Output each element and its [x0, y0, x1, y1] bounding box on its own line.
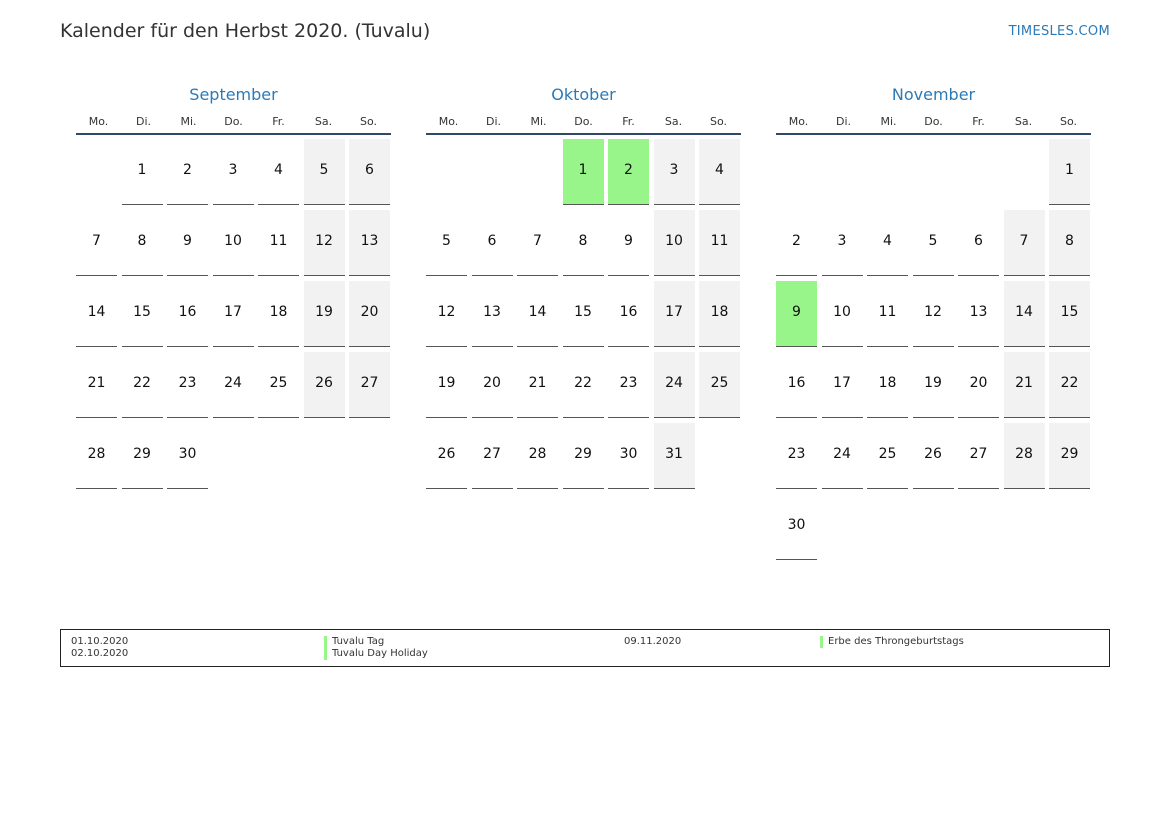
day-cell: 9 — [608, 210, 649, 276]
day-cell: 29 — [1049, 423, 1090, 489]
day-cell: 9 — [167, 210, 208, 276]
weekday-label: Sa. — [314, 115, 333, 128]
day-cell: 18 — [867, 352, 908, 418]
day-cell: 2 — [167, 139, 208, 205]
legend-dates — [624, 636, 681, 648]
day-cell: 27 — [472, 423, 513, 489]
day-cell: 12 — [426, 281, 467, 347]
holiday-date: 01.10.2020 — [71, 636, 129, 647]
legend-names — [324, 636, 428, 660]
weekday-header — [76, 111, 391, 135]
day-cell: 21 — [1004, 352, 1045, 418]
day-cell: 17 — [654, 281, 695, 347]
holiday-name: Tuvalu Tag — [324, 636, 428, 648]
empty-cell — [76, 139, 117, 205]
month-title: September — [189, 85, 278, 104]
weekday-label: Di. — [135, 115, 152, 128]
day-cell: 10 — [213, 210, 254, 276]
weekday-label: Di. — [485, 115, 502, 128]
brand-link[interactable]: TIMESLES.COM — [1008, 24, 1110, 39]
day-cell: 19 — [304, 281, 345, 347]
day-cell: 26 — [426, 423, 467, 489]
days-grid — [776, 139, 1091, 560]
day-cell: 18 — [258, 281, 299, 347]
holiday-day-cell: 1 — [563, 139, 604, 205]
weekday-label: Fr. — [622, 115, 635, 128]
day-cell: 16 — [167, 281, 208, 347]
month-oktober — [426, 84, 741, 489]
day-cell: 8 — [122, 210, 163, 276]
day-cell: 29 — [563, 423, 604, 489]
day-cell: 28 — [1004, 423, 1045, 489]
holiday-name: Tuvalu Day Holiday — [324, 648, 428, 660]
empty-cell — [517, 139, 558, 205]
day-cell: 30 — [608, 423, 649, 489]
day-cell: 16 — [776, 352, 817, 418]
weekday-label: Sa. — [1014, 115, 1033, 128]
day-cell: 26 — [913, 423, 954, 489]
day-cell: 6 — [472, 210, 513, 276]
empty-cell — [822, 139, 863, 205]
day-cell: 12 — [304, 210, 345, 276]
day-cell: 15 — [563, 281, 604, 347]
day-cell: 4 — [867, 210, 908, 276]
holiday-day-cell: 9 — [776, 281, 817, 347]
day-cell: 6 — [349, 139, 390, 205]
day-cell: 2 — [776, 210, 817, 276]
day-cell: 11 — [258, 210, 299, 276]
day-cell: 27 — [958, 423, 999, 489]
day-cell: 5 — [913, 210, 954, 276]
legend-names — [820, 636, 964, 648]
legend-dates — [71, 636, 128, 660]
day-cell: 30 — [167, 423, 208, 489]
day-cell: 14 — [517, 281, 558, 347]
day-cell: 8 — [1049, 210, 1090, 276]
weekday-label: Mo. — [788, 115, 809, 128]
day-cell: 13 — [958, 281, 999, 347]
day-cell: 5 — [304, 139, 345, 205]
day-cell: 10 — [654, 210, 695, 276]
weekday-label: Mi. — [880, 115, 897, 128]
day-cell: 7 — [517, 210, 558, 276]
day-cell: 28 — [76, 423, 117, 489]
weekday-label: So. — [1059, 115, 1077, 128]
day-cell: 4 — [699, 139, 740, 205]
day-cell: 5 — [426, 210, 467, 276]
weekday-label: So. — [359, 115, 377, 128]
empty-cell — [913, 139, 954, 205]
weekday-label: Sa. — [664, 115, 683, 128]
day-cell: 19 — [426, 352, 467, 418]
empty-cell — [958, 139, 999, 205]
day-cell: 1 — [122, 139, 163, 205]
empty-cell — [426, 139, 467, 205]
weekday-label: Mo. — [438, 115, 459, 128]
day-cell: 11 — [699, 210, 740, 276]
day-cell: 16 — [608, 281, 649, 347]
weekday-header — [426, 111, 741, 135]
day-cell: 20 — [958, 352, 999, 418]
holiday-day-cell: 2 — [608, 139, 649, 205]
day-cell: 21 — [76, 352, 117, 418]
month-title: Oktober — [551, 85, 616, 104]
page-title: Kalender für den Herbst 2020. (Tuvalu) — [60, 20, 431, 42]
day-cell: 23 — [167, 352, 208, 418]
day-cell: 18 — [699, 281, 740, 347]
day-cell: 13 — [349, 210, 390, 276]
weekday-label: Di. — [835, 115, 852, 128]
day-cell: 24 — [822, 423, 863, 489]
day-cell: 20 — [472, 352, 513, 418]
month-september — [76, 84, 391, 489]
day-cell: 29 — [122, 423, 163, 489]
weekday-label: Do. — [224, 115, 243, 128]
empty-cell — [472, 139, 513, 205]
day-cell: 31 — [654, 423, 695, 489]
day-cell: 15 — [122, 281, 163, 347]
day-cell: 13 — [472, 281, 513, 347]
day-cell: 23 — [608, 352, 649, 418]
weekday-label: So. — [709, 115, 727, 128]
day-cell: 25 — [867, 423, 908, 489]
empty-cell — [867, 139, 908, 205]
day-cell: 15 — [1049, 281, 1090, 347]
day-cell: 20 — [349, 281, 390, 347]
weekday-header — [776, 111, 1091, 135]
weekday-label: Mi. — [180, 115, 197, 128]
day-cell: 4 — [258, 139, 299, 205]
day-cell: 23 — [776, 423, 817, 489]
day-cell: 22 — [563, 352, 604, 418]
days-grid — [76, 139, 391, 489]
day-cell: 25 — [258, 352, 299, 418]
day-cell: 7 — [1004, 210, 1045, 276]
day-cell: 22 — [122, 352, 163, 418]
day-cell: 6 — [958, 210, 999, 276]
month-november — [776, 84, 1091, 560]
day-cell: 24 — [213, 352, 254, 418]
day-cell: 8 — [563, 210, 604, 276]
day-cell: 10 — [822, 281, 863, 347]
day-cell: 14 — [76, 281, 117, 347]
weekday-label: Fr. — [972, 115, 985, 128]
weekday-label: Do. — [924, 115, 943, 128]
empty-cell — [1004, 139, 1045, 205]
month-title: November — [891, 85, 976, 104]
day-cell: 30 — [776, 494, 817, 560]
day-cell: 24 — [654, 352, 695, 418]
day-cell: 3 — [822, 210, 863, 276]
holiday-name: Erbe des Throngeburtstags — [820, 636, 964, 648]
days-grid — [426, 139, 741, 489]
day-cell: 11 — [867, 281, 908, 347]
day-cell: 12 — [913, 281, 954, 347]
day-cell: 25 — [699, 352, 740, 418]
empty-cell — [776, 139, 817, 205]
weekday-label: Do. — [574, 115, 593, 128]
day-cell: 19 — [913, 352, 954, 418]
day-cell: 3 — [213, 139, 254, 205]
day-cell: 28 — [517, 423, 558, 489]
day-cell: 1 — [1049, 139, 1090, 205]
holiday-date: 02.10.2020 — [71, 648, 129, 659]
day-cell: 17 — [213, 281, 254, 347]
day-cell: 27 — [349, 352, 390, 418]
day-cell: 26 — [304, 352, 345, 418]
weekday-label: Mi. — [530, 115, 547, 128]
day-cell: 3 — [654, 139, 695, 205]
day-cell: 17 — [822, 352, 863, 418]
day-cell: 7 — [76, 210, 117, 276]
holiday-legend — [60, 629, 1110, 667]
holiday-date: 09.11.2020 — [624, 636, 682, 647]
day-cell: 21 — [517, 352, 558, 418]
weekday-label: Fr. — [272, 115, 285, 128]
weekday-label: Mo. — [88, 115, 109, 128]
day-cell: 22 — [1049, 352, 1090, 418]
day-cell: 14 — [1004, 281, 1045, 347]
